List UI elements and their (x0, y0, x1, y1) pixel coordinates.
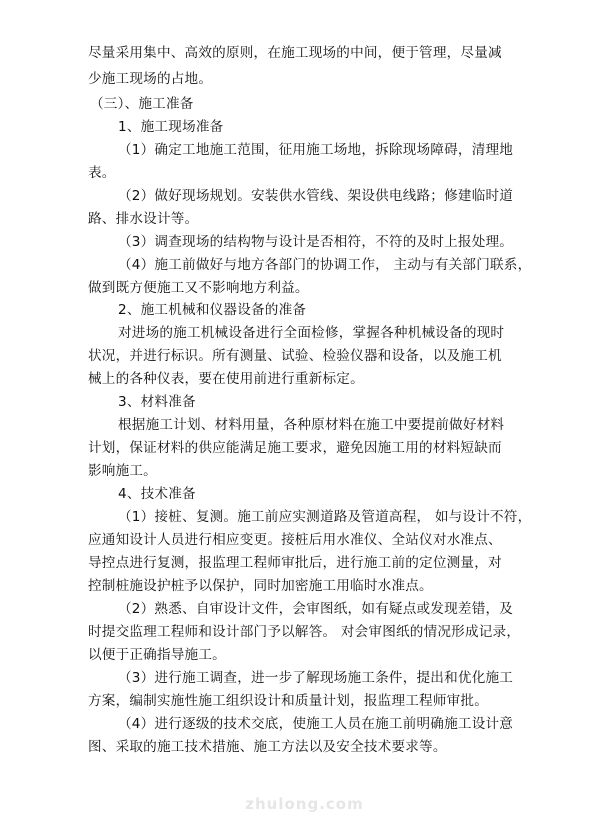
text-line: 导控点进行复测，报监理工程师审批后，进行施工前的定位测量，对 (88, 555, 502, 571)
text-line: 影响施工。 (88, 463, 157, 479)
text-line: 计划，保证材料的供应能满足施工要求，避免因施工用的材料短缺而 (88, 440, 502, 456)
text-line: 时提交监理工程师和设计部门予以解答。 对会审图纸的情况形成记录， (88, 624, 521, 640)
text-line: 做到既方便施工又不影响地方利益。 (88, 280, 309, 296)
text-line: 少施工现场的占地。 (88, 71, 213, 87)
text-line: 状况，并进行标识。所有测量、试验、检验仪器和设备，以及施工机 (88, 348, 502, 364)
subsection-heading: 1、施工现场准备 (118, 119, 224, 135)
subsection-heading: 2、施工机械和仪器设备的准备 (118, 302, 307, 318)
text-line: 图、采取的施工技术措施、施工方法以及安全技术要求等。 (88, 739, 447, 755)
text-line: 方案，编制实施性施工组织设计和质量计划，报监理工程师审批。 (88, 693, 489, 709)
text-line: （2）熟悉、自审设计文件，会审图纸，如有疑点或发现差错，及 (118, 601, 514, 617)
subsection-heading: 4、技术准备 (118, 486, 196, 502)
text-line: 路、排水设计等。 (88, 211, 199, 227)
text-line: （3）调查现场的结构物与设计是否相符，不符的及时上报处理。 (118, 234, 514, 250)
text-line: 尽量采用集中、高效的原则，在施工现场的中间，便于管理，尽量减 (88, 45, 502, 61)
text-line: 械上的各种仪表，要在使用前进行重新标定。 (88, 371, 364, 387)
text-line: （2）做好现场规划。安装供水管线、架设供电线路；修建临时道 (118, 188, 514, 204)
text-line: 根据施工计划、材料用量，各种原材料在施工中要提前做好材料 (118, 417, 505, 433)
text-line: （4）进行逐级的技术交底，使施工人员在施工前明确施工设计意 (118, 716, 514, 732)
text-line: 控制桩施设护桩予以保护，同时加密施工用临时水准点。 (88, 578, 433, 594)
text-line: 表。 (88, 165, 116, 181)
subsection-heading: 3、材料准备 (118, 394, 196, 410)
text-line: 以便于正确指导施工。 (88, 647, 226, 663)
text-line: 对进场的施工机械设备进行全面检修，掌握各种机械设备的现时 (118, 325, 505, 341)
text-line: （3）进行施工调查，进一步了解现场施工条件，提出和优化施工 (118, 670, 514, 686)
section-heading: （三）、施工准备 (90, 96, 194, 112)
text-line: （1）确定工地施工范围，征用施工场地，拆除现场障碍，清理地 (118, 142, 514, 158)
text-line: 应通知设计人员进行相应变更。接桩后用水准仪、全站仪对水准点、 (88, 532, 502, 548)
text-line: （4）施工前做好与地方各部门的协调工作， 主动与有关部门联系， (118, 257, 532, 273)
text-line: （1）接桩、复测。施工前应实测道路及管道高程， 如与设计不符， (118, 509, 532, 525)
watermark: zhulong.com (245, 795, 364, 813)
